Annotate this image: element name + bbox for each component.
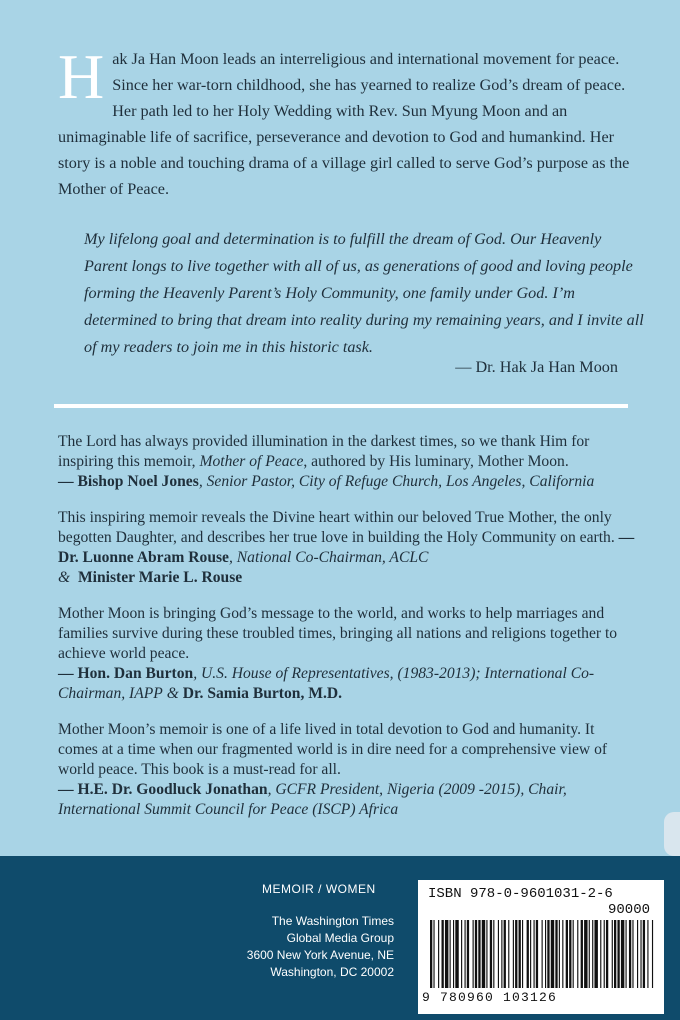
section-divider (54, 404, 628, 408)
publisher-line: Global Media Group (286, 931, 394, 945)
endorsement-3 (58, 604, 638, 704)
isbn-barcode-box (418, 880, 664, 1014)
endorsement-text: The Lord has always provided illumination in the darkest times, so we thank Him for inspiring this memoir, (58, 433, 590, 470)
footer-band (0, 856, 680, 1020)
endorsement-text: This inspiring memoir reveals the Divine heart within our beloved True Mother, the only begotten Daughter, and describes her true love in building the Holy Community on earth. (58, 509, 619, 546)
book-title-ref: Mother of Peace (199, 453, 304, 470)
endorsement-text: Mother Moon is bringing God’s message to the world, and works to help marriages and families survive during these troubled times, bringing all nations and religions together to achieve world peace. (58, 605, 618, 662)
category-label: MEMOIR / WOMEN (262, 882, 376, 896)
endorser-name-2: Minister Marie L. Rouse (77, 569, 243, 586)
endorser-name: — Dr. Luonne Abram Rouse (58, 529, 635, 566)
endorser-role: , National Co-Chairman, ACLC (228, 549, 429, 566)
ampersand: & (58, 569, 71, 586)
endorser-name: — Bishop Noel Jones (58, 473, 199, 490)
barcode-number: 9 780960 103126 (422, 990, 558, 1005)
endorser-name: — Hon. Dan Burton (58, 665, 194, 682)
endorsement-text-cont: , authored by His luminary, Mother Moon. (303, 453, 569, 470)
price-code: 90000 (607, 902, 650, 918)
back-cover-blurb (58, 41, 638, 202)
publisher-line: 3600 New York Avenue, NE (246, 948, 394, 962)
endorser-name: — H.E. Dr. Goodluck Jonathan (58, 781, 268, 798)
endorser-role: , U.S. House of Representatives, (1983-2013); International Co-Chairman, IAPP (58, 665, 595, 702)
ampersand: & (166, 685, 179, 702)
blurb-text: ak Ja Han Moon leads an interreligious and international movement for peace. Since her war-torn childhood, she has yearned to realize God’s dream of peace. Her path led to her Holy Wedding with Rev. Sun Myung Moon and an unimaginable life of sacrifice, perseverance and devotion to God and humankind. Her story is a noble and touching drama of a village girl called to serve God’s purpose as the Mother of Peace. (58, 50, 630, 198)
cover-image-edge (664, 812, 680, 856)
publisher-address (247, 913, 394, 981)
publisher-line: Washington, DC 20002 (270, 965, 394, 979)
endorsement-1 (58, 432, 638, 492)
drop-cap: H (58, 41, 105, 112)
quote-attribution: — Dr. Hak Ja Han Moon (455, 358, 618, 376)
endorsement-2 (58, 508, 638, 588)
author-quote: My lifelong goal and determination is to fulfill the dream of God. Our Heavenly Parent longs to live together with all of us, as generations of good and loving people forming the Heavenly Parent’s Holy Community, one family under God. I’m determined to bring that dream into reality during my remaining years, and I invite all of my readers to join me in this historic task. (84, 230, 644, 356)
endorsement-text: Mother Moon’s memoir is one of a life lived in total devotion to God and humanity. It comes at a time when our fragmented world is in dire need for a comprehensive view of world peace. This book is a must-read for all. (58, 721, 608, 778)
endorser-role: , Senior Pastor, City of Refuge Church, Los Angeles, California (198, 473, 595, 490)
publisher-line: The Washington Times (271, 914, 394, 928)
endorser-name-2: Dr. Samia Burton, M.D. (182, 685, 343, 702)
endorser-role: , GCFR President, Nigeria (2009 -2015), Chair, International Summit Council for Peace (ISCP) Africa (58, 781, 567, 818)
isbn-label: ISBN 978-0-9601031-2-6 (428, 886, 613, 902)
barcode-icon (426, 920, 656, 990)
endorsement-4 (58, 720, 638, 820)
